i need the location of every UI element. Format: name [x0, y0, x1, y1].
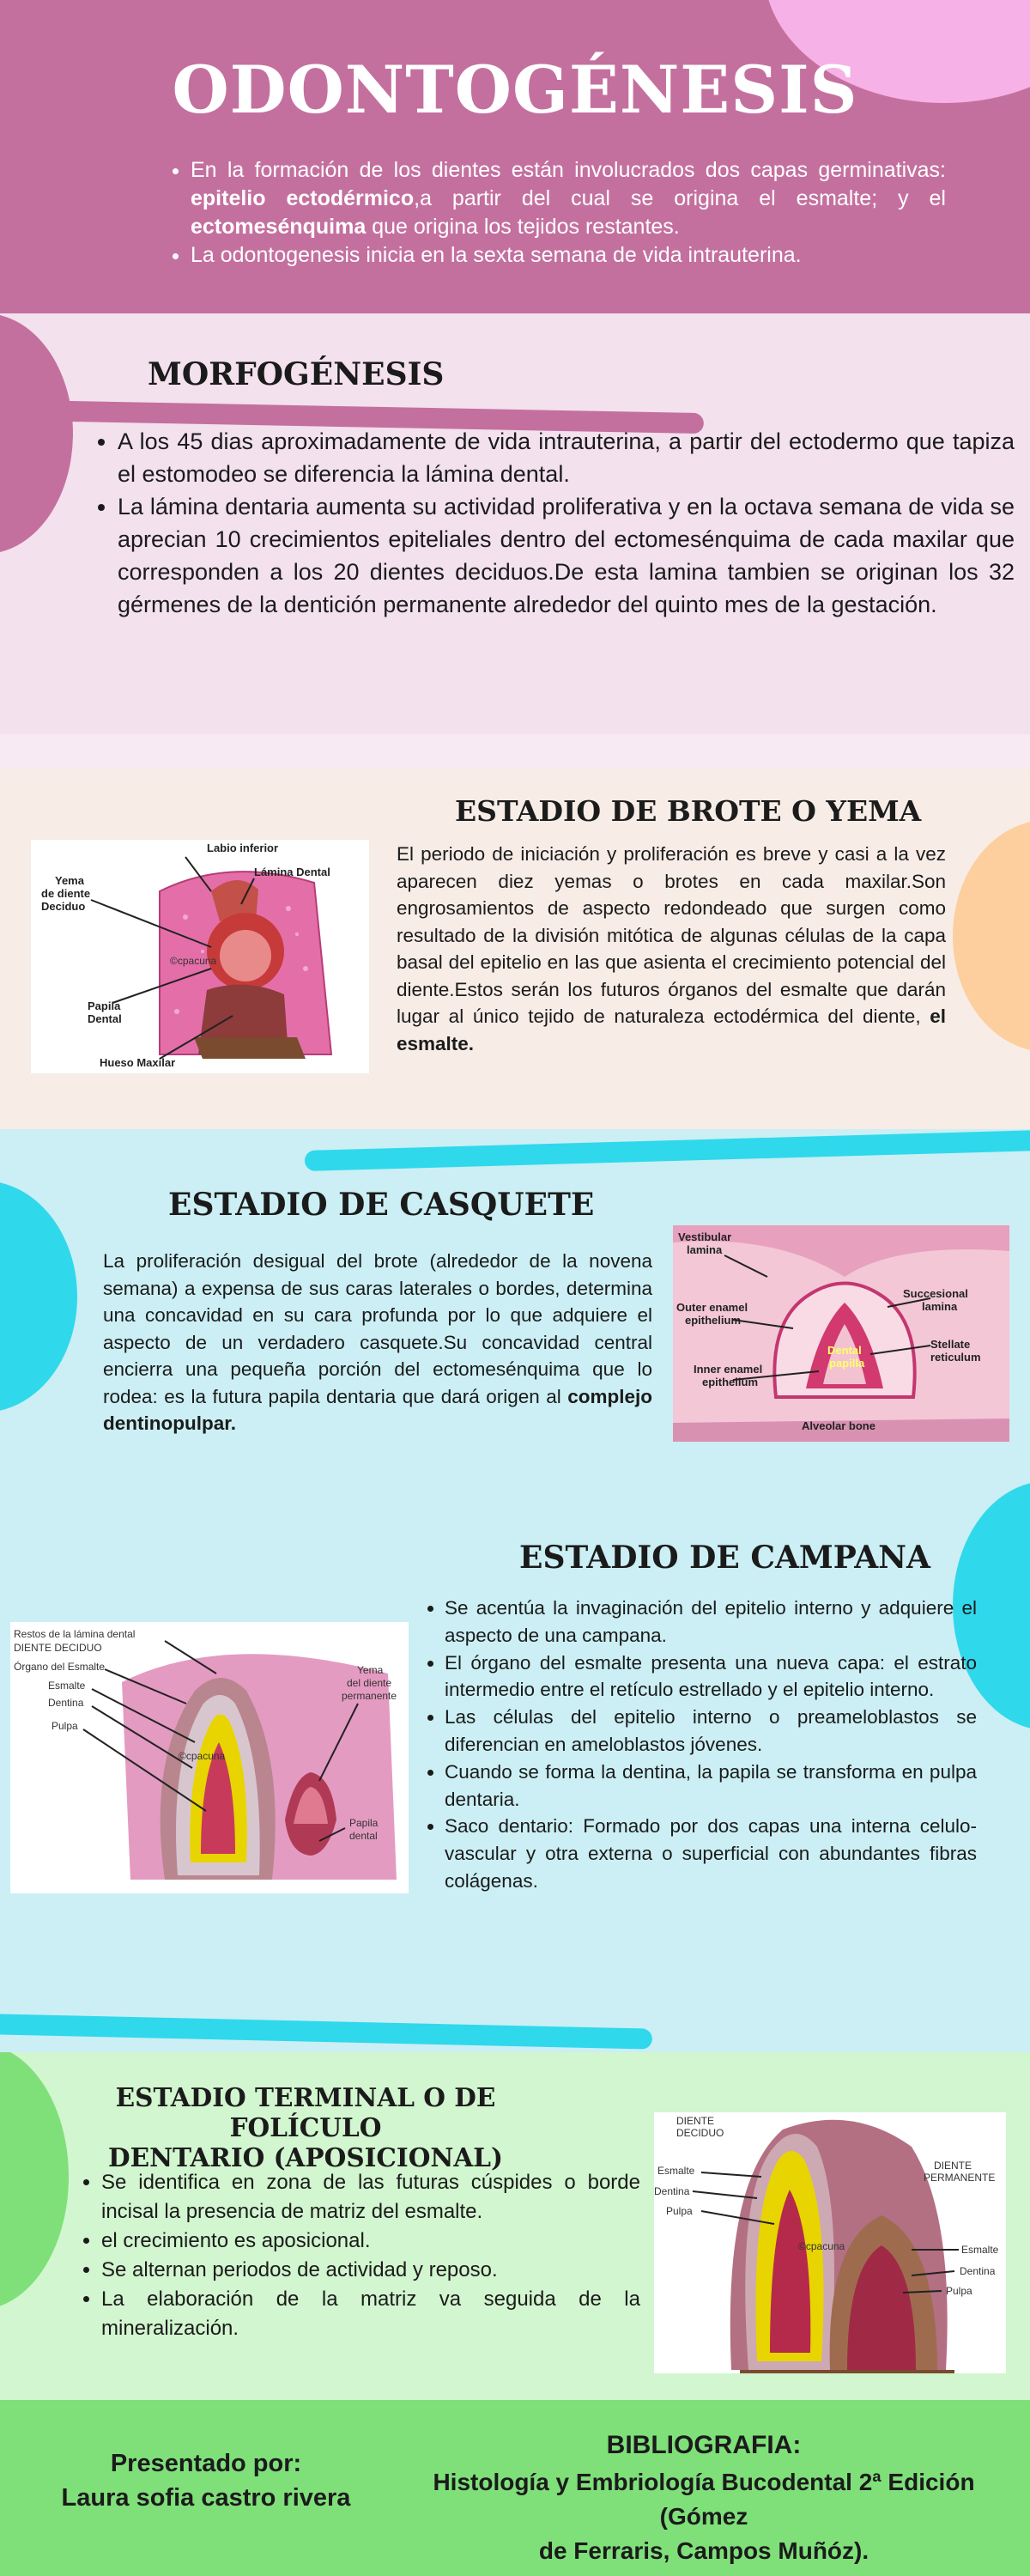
campana-bullets — [417, 1595, 977, 1895]
casquete-decor-blob — [0, 1181, 77, 1413]
header-bullets — [163, 156, 946, 270]
fig-label: Yema — [357, 1664, 384, 1676]
brote-figure — [31, 840, 369, 1073]
morfogenesis-title: MORFOGÉNESIS — [148, 356, 445, 392]
casquete-title: ESTADIO DE CASQUETE — [168, 1187, 595, 1223]
campana-title: ESTADIO DE CAMPANA — [519, 1540, 930, 1576]
morfogenesis-section — [0, 313, 1030, 734]
fig-label: Pulpa — [52, 1720, 78, 1732]
fig-label: dental — [349, 1830, 378, 1842]
fig-watermark: ©cpacuna — [179, 1750, 226, 1762]
fig-label: Órgano del Esmalte — [14, 1661, 106, 1673]
fig-label: Pulpa — [946, 2285, 972, 2297]
fig-label: lamina — [922, 1300, 958, 1313]
fig-label: Succesional — [903, 1287, 968, 1300]
presented-by-label: Presentado por: — [110, 2450, 302, 2477]
bud-stage-illustration — [31, 840, 369, 1073]
terminal-bullet: • Se alternan periodos de actividad y reposo. — [101, 2256, 640, 2285]
fig-label: Stellate — [930, 1338, 971, 1351]
fig-label: DIENTE — [676, 2115, 715, 2127]
bibliography-title: BIBLIOGRAFIA: — [606, 2431, 802, 2459]
author-name: Laura sofia castro rivera — [61, 2484, 351, 2512]
fig-label: Papila — [349, 1817, 379, 1829]
casquete-campana-section — [0, 1129, 1030, 2052]
fig-label: epithelium — [702, 1376, 759, 1388]
fig-label: Dental — [827, 1344, 862, 1357]
page-title: ODONTOGÉNESIS — [172, 52, 858, 128]
fig-label: Yema — [55, 874, 84, 887]
fig-label: DIENTE — [934, 2160, 972, 2172]
fig-label: de diente — [41, 887, 91, 900]
cap-stage-illustration — [673, 1225, 1009, 1442]
fig-label: Dentina — [960, 2265, 996, 2277]
fig-label: Hueso Maxilar — [100, 1056, 176, 1069]
fig-label: Restos de la lámina dental — [14, 1628, 136, 1640]
fig-label: Vestibular — [678, 1230, 732, 1243]
fig-label: Dentina — [48, 1697, 84, 1709]
fig-label: Alveolar bone — [802, 1419, 876, 1432]
terminal-bullets — [74, 2168, 640, 2343]
header-bullet: • La odontogenesis inicia en la sexta semana de vida intrauterina. — [191, 241, 946, 270]
fig-label: Esmalte — [961, 2244, 999, 2256]
campana-bullet: • Saco dentario: Formado por dos capas una interna celulo-vascular y otra externa o superficial con abundantes fibras colágenas. — [445, 1813, 977, 1894]
fig-label: Dentina — [654, 2185, 690, 2197]
morf-decor-blob — [0, 313, 73, 554]
fig-label: papilla — [829, 1357, 865, 1370]
fig-label: Deciduo — [41, 900, 86, 913]
brote-text: El periodo de iniciación y proliferación es breve y casi a la vez aparecen diez yemas o brotes en cada maxilar.Son engrosamientos de aspecto redondeado que surgen como resultado de la división mitótica de algunas células de la capa basal del epitelio en las que asienta el crecimiento potencial del diente.Estos serán los futuros órganos del esmalte que darán lugar al único tejido de naturaleza ectodérmica del diente, el esmalte. — [397, 843, 946, 1054]
brote-decor-blob — [953, 820, 1030, 1052]
header-section — [0, 0, 1030, 313]
header-bullet: • En la formación de los dientes están involucrados dos capas germinativas: epitelio ectodérmico,a partir del cual se origina el esmalte; y el ectomesénquima que origina los tejidos restantes. — [191, 156, 946, 241]
terminal-bullet: • el crecimiento es aposicional. — [101, 2227, 640, 2256]
fig-label: Lámina Dental — [254, 866, 330, 878]
fig-label: Outer enamel — [676, 1301, 748, 1314]
fig-label: Papila — [88, 999, 121, 1012]
brote-section — [0, 769, 1030, 1129]
terminal-decor-blob — [0, 2052, 69, 2310]
fig-label: permanente — [342, 1690, 397, 1702]
fig-label: Esmalte — [657, 2165, 695, 2177]
brote-title: ESTADIO DE BROTE O YEMA — [455, 794, 922, 828]
campana-figure — [10, 1622, 409, 1893]
terminal-title: ESTADIO TERMINAL O DE FOLÍCULO DENTARIO (APOSICIONAL) — [108, 2082, 503, 2172]
campana-bullet: • Cuando se forma la dentina, la papila se transforma en pulpa dentaria. — [445, 1759, 977, 1814]
footer-section — [0, 2400, 1030, 2576]
fig-watermark: ©cpacuna — [798, 2240, 845, 2252]
casquete-text: La proliferación desigual del brote (alrededor de la novena semana) a expensa de sus caras laterales o bordes, determina una concavidad en su cara profunda por lo que adquiere el aspecto de un verdadero casquete.Su concavidad central encierra una pequeña porción del ectomesénquima que lo rodea: es la futura papila dentaria que dará origen al complejo dentinopulpar. — [103, 1250, 652, 1434]
terminal-bullet: • La elaboración de la matriz va seguida de la mineralización. — [101, 2285, 640, 2343]
fig-label: Labio inferior — [207, 841, 279, 854]
bibliography-text: Histología y Embriología Bucodental 2ª Edición (Gómez de Ferraris, Campos Muñóz). — [433, 2469, 975, 2564]
campana-bullet: • Se acentúa la invaginación del epitelio interno y adquiere el aspecto de una campana. — [445, 1595, 977, 1649]
fig-label: epithelium — [685, 1314, 742, 1327]
morf-bullet: • A los 45 dias aproximadamente de vida intrauterina, a partir del ectodermo que tapiza el estomodeo se diferencia la lámina dental. — [118, 425, 1015, 490]
campana-bullet: • Las células del epitelio interno o preameloblastos se diferencian en ameloblastos jóvenes. — [445, 1704, 977, 1759]
fig-label: DIENTE DECIDUO — [14, 1642, 102, 1654]
fig-label: Esmalte — [48, 1680, 86, 1692]
fig-watermark: ©cpacuna — [170, 955, 217, 967]
morfogenesis-bullets — [90, 425, 1015, 621]
fig-label: reticulum — [930, 1351, 981, 1364]
terminal-stage-illustration — [654, 2112, 1006, 2373]
terminal-bullet: • Se identifica en zona de las futuras cúspides o borde incisal la presencia de matriz del esmalte. — [101, 2168, 640, 2227]
fig-label: lamina — [687, 1243, 723, 1256]
fig-label: PERMANENTE — [924, 2172, 996, 2184]
fig-label: Inner enamel — [694, 1363, 763, 1376]
fig-label: DECIDUO — [676, 2127, 724, 2139]
terminal-figure — [654, 2112, 1006, 2373]
terminal-section — [0, 2052, 1030, 2400]
fig-label: Dental — [88, 1012, 122, 1025]
bell-stage-illustration — [10, 1622, 409, 1893]
fig-label: Pulpa — [666, 2205, 693, 2217]
fig-label: del diente — [347, 1677, 392, 1689]
campana-bullet: • El órgano del esmalte presenta una nueva capa: el estrato intermedio entre el retículo estrellado y el epitelio interno. — [445, 1649, 977, 1704]
casquete-figure — [673, 1225, 1009, 1442]
morf-bullet: • La lámina dentaria aumenta su actividad proliferativa y en la octava semana de vida se aprecian 10 crecimientos epiteliales dentro del ectomesénquima de cada maxilar que corresponden a los 20 dientes deciduos.De esta lamina tambien se originan los 32 gérmenes de la dentición permanente alrededor del quinto mes de la gestación. — [118, 490, 1015, 621]
